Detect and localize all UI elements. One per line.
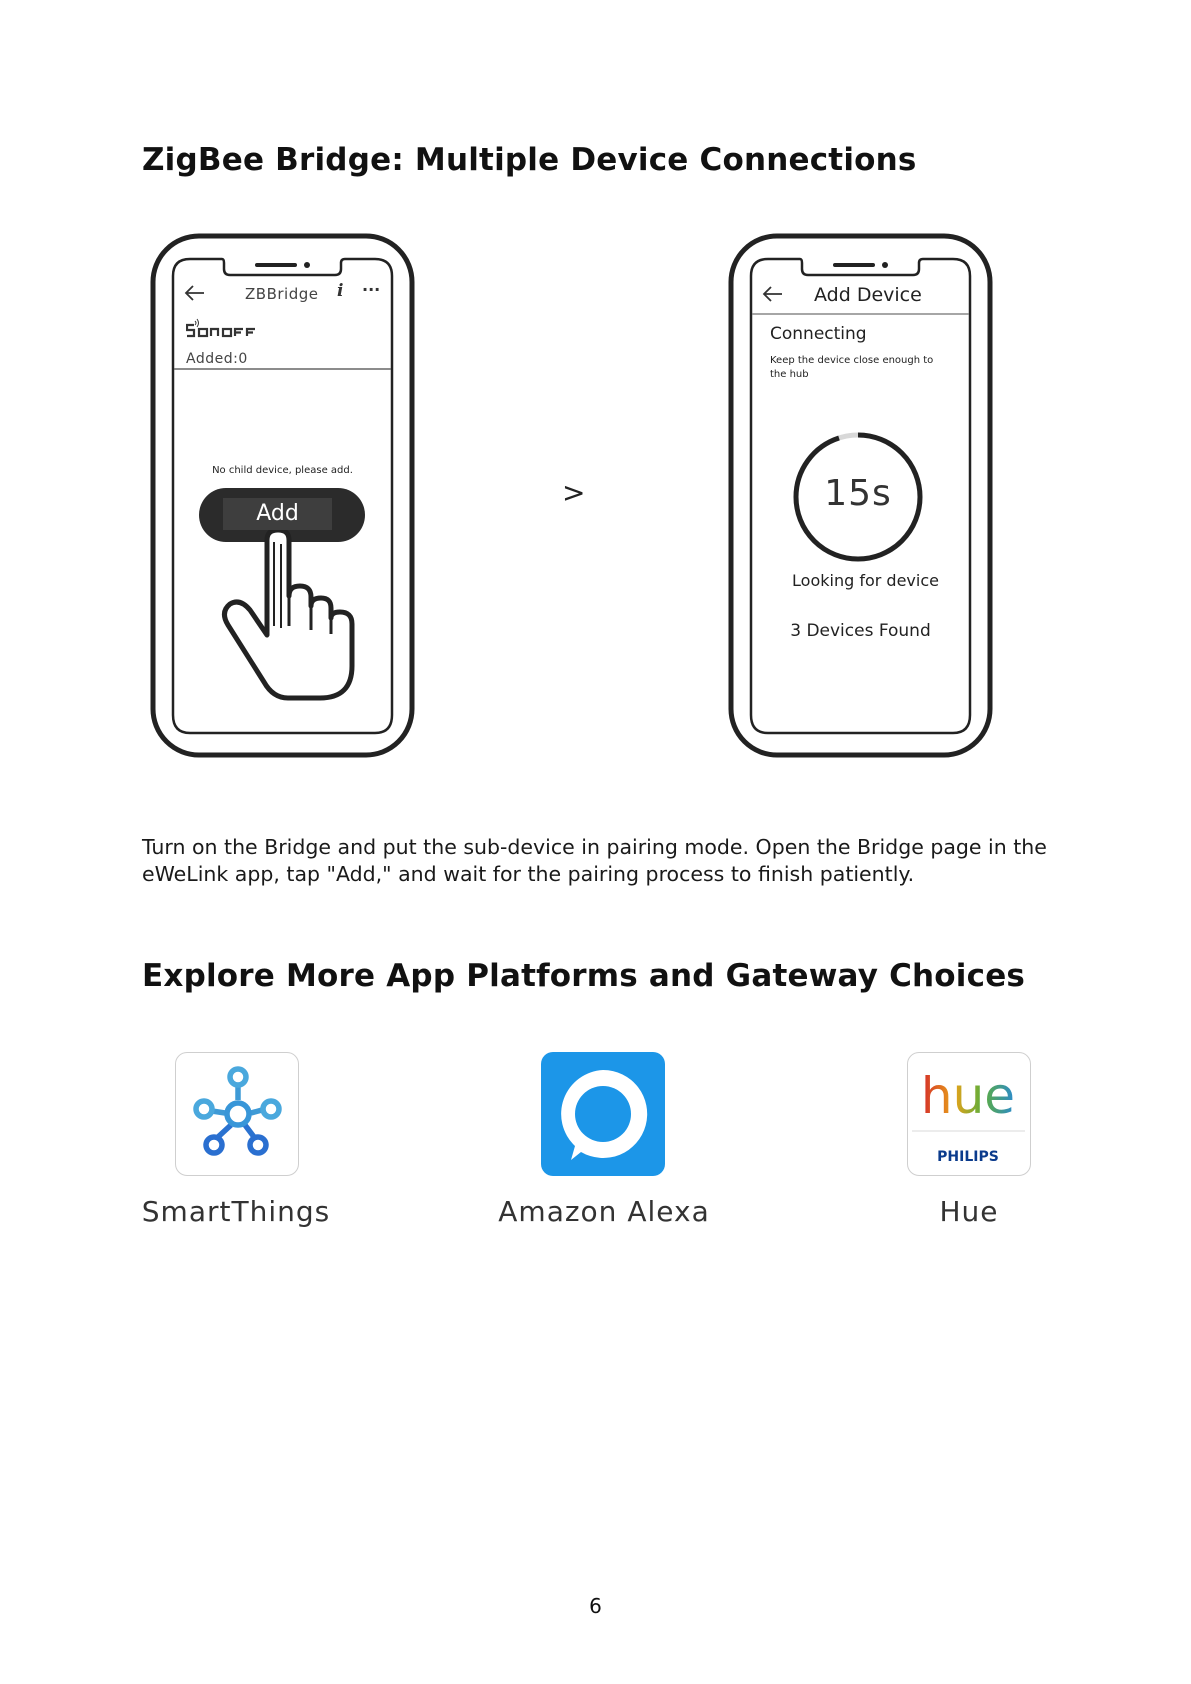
philips-logo-text: PHILIPS xyxy=(937,1149,999,1165)
page-number: 6 xyxy=(589,1594,602,1618)
countdown-value: 15s xyxy=(824,473,892,514)
hue-logo-text: hue xyxy=(920,1067,1016,1125)
smartthings-label: SmartThings xyxy=(141,1195,331,1228)
screen-title-add-device: Add Device xyxy=(814,284,922,306)
smartthings-icon[interactable] xyxy=(175,1052,299,1176)
add-button-label: Add xyxy=(223,498,332,530)
instructions-paragraph: Turn on the Bridge and put the sub-device in pairing mode. Open the Bridge page in the eWeLink app, tap "Add," and wait for the pairing process to finish patiently. xyxy=(142,835,1047,886)
hint-line-2: the hub xyxy=(770,369,809,380)
added-count: Added:0 xyxy=(186,351,248,367)
sonoff-logo xyxy=(186,317,266,339)
looking-for-device: Looking for device xyxy=(792,571,939,590)
screen-title-zbbridge: ZBBridge xyxy=(245,285,319,303)
back-arrow-icon[interactable] xyxy=(184,285,206,301)
more-icon[interactable]: ··· xyxy=(362,280,381,299)
connecting-status: Connecting xyxy=(770,324,867,344)
info-icon[interactable]: i xyxy=(337,281,344,301)
devices-found: 3 Devices Found xyxy=(790,621,931,641)
hue-glyph xyxy=(908,1053,1029,1174)
back-arrow-icon-right[interactable] xyxy=(762,286,784,302)
smartthings-glyph xyxy=(176,1053,297,1174)
hue-label: Hue xyxy=(939,1195,999,1228)
alexa-glyph xyxy=(541,1052,665,1176)
section-title-zigbee: ZigBee Bridge: Multiple Device Connections xyxy=(142,142,917,178)
step-arrow: > xyxy=(562,476,586,509)
section-title-platforms: Explore More App Platforms and Gateway Choices xyxy=(142,958,1026,994)
alexa-icon[interactable] xyxy=(541,1052,665,1176)
hint-line-1: Keep the device close enough to xyxy=(770,355,934,366)
sonoff-logo-graphic xyxy=(186,317,266,339)
pointing-hand-icon xyxy=(220,530,380,702)
phone-mockup-add-device xyxy=(728,233,993,758)
alexa-label: Amazon Alexa xyxy=(498,1195,710,1228)
hue-icon[interactable] xyxy=(907,1052,1031,1176)
empty-message: No child device, please add. xyxy=(212,465,353,476)
